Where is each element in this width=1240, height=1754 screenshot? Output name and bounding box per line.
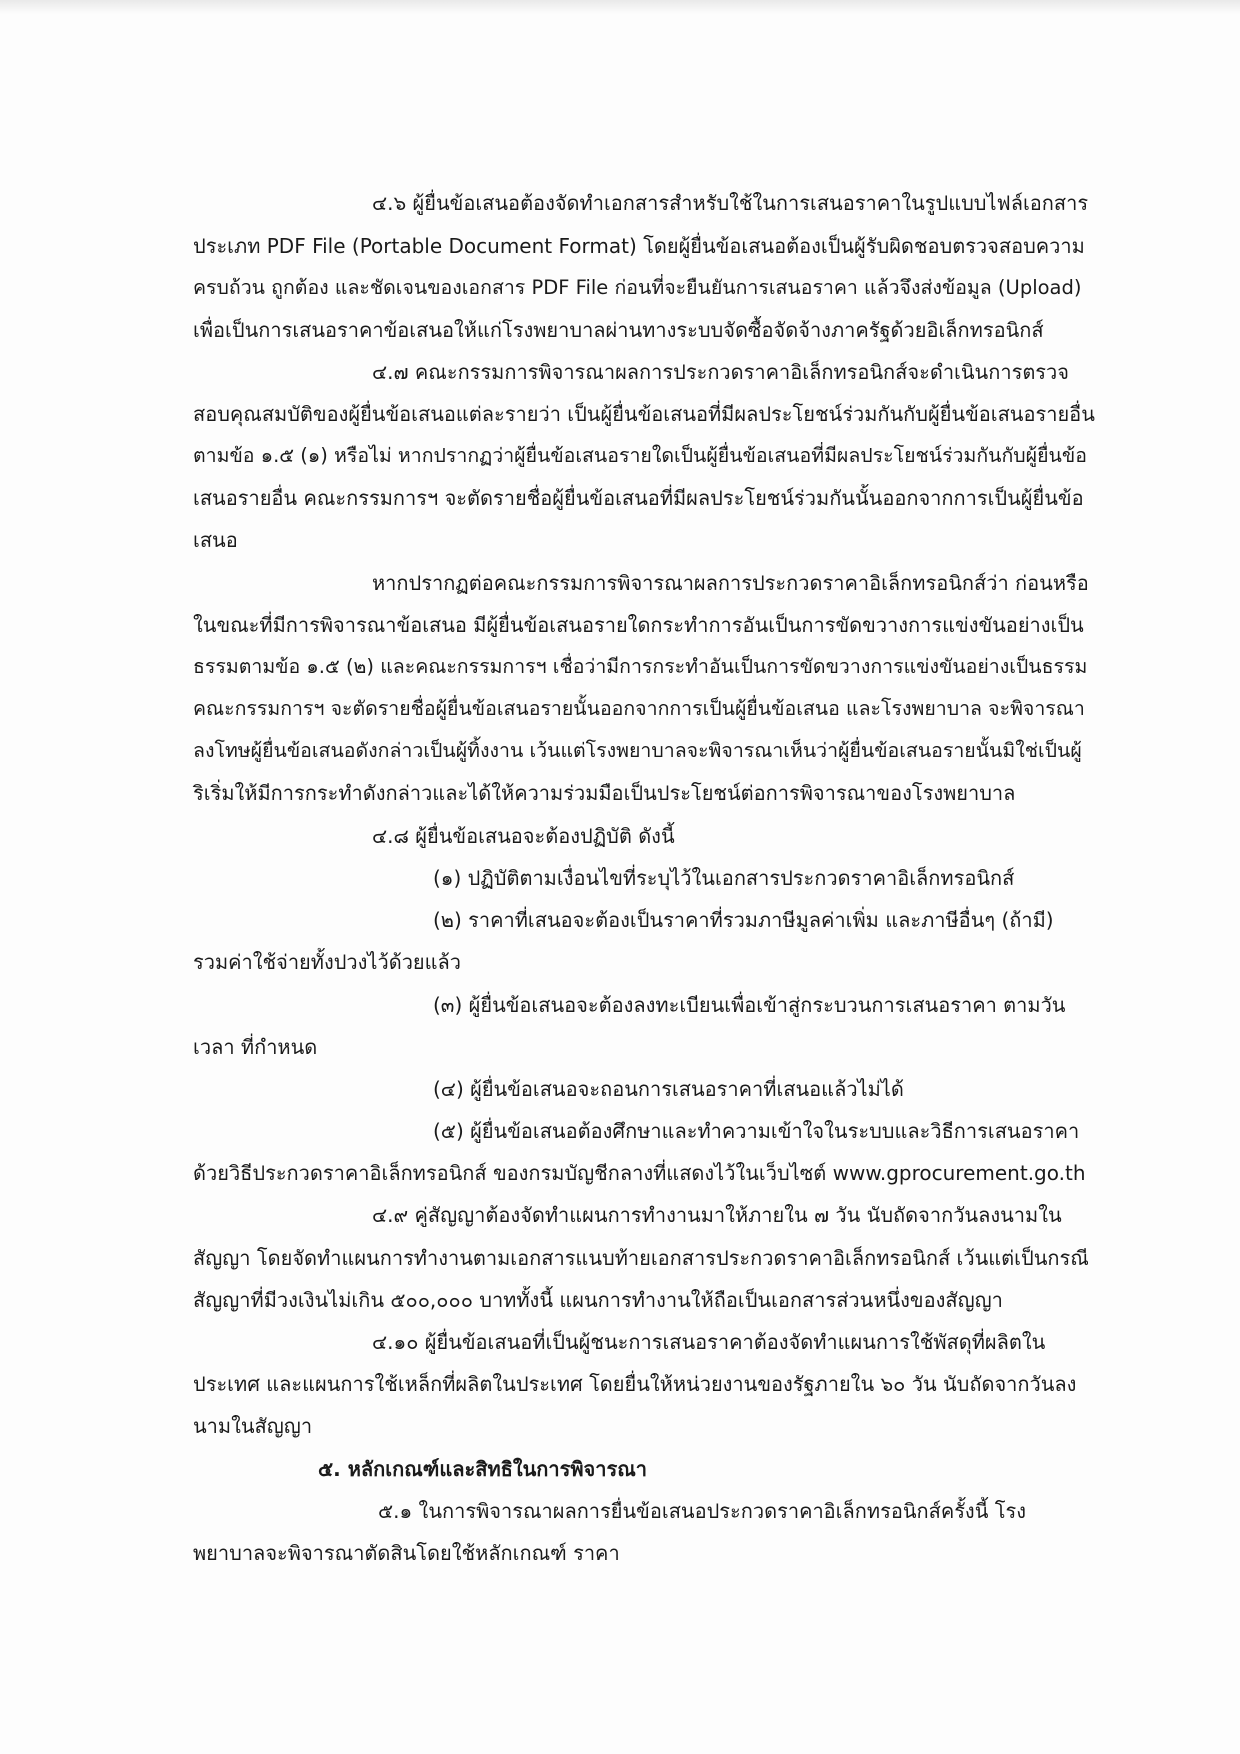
paragraph-line: คณะกรรมการฯ จะตัดรายชื่อผู้ยื่นข้อเสนอรายนั้นออกจากการเป็นผู้ยื่นข้อเสนอ และโรงพยาบาล จะพิจารณา <box>193 697 1085 720</box>
clause-4-8-line: ๔.๘ ผู้ยื่นข้อเสนอจะต้องปฏิบัติ ดังนี้ <box>372 824 675 848</box>
paragraph-line: เสนอรายอื่น คณะกรรมการฯ จะตัดรายชื่อผู้ยื่นข้อเสนอที่มีผลประโยชน์ร่วมกันนั้นออกจากการเป็นผู้ยื่นข้อ <box>193 486 1084 510</box>
paragraph-line: เวลา ที่กำหนด <box>193 1035 318 1059</box>
sub-item-3: (๓) ผู้ยื่นข้อเสนอจะต้องลงทะเบียนเพื่อเข้าสู่กระบวนการเสนอราคา ตามวัน <box>433 993 1066 1017</box>
paragraph-line: ลงโทษผู้ยื่นข้อเสนอดังกล่าวเป็นผู้ทิ้งงาน เว้นแต่โรงพยาบาลจะพิจารณาเห็นว่าผู้ยื่นข้อเสนอรายนั้นมิใช่เป็นผู้ <box>193 739 1082 762</box>
paragraph-line: พยาบาลจะพิจารณาตัดสินโดยใช้หลักเกณฑ์ ราคา <box>193 1541 620 1565</box>
clause-4-10-first-line: ๔.๑๐ ผู้ยื่นข้อเสนอที่เป็นผู้ชนะการเสนอราคาต้องจัดทำแผนการใช้พัสดุที่ผลิตใน <box>372 1330 1046 1354</box>
paragraph-line: สัญญา โดยจัดทำแผนการทำงานตามเอกสารแนบท้ายเอกสารประกวดราคาอิเล็กทรอนิกส์ เว้นแต่เป็นกรณี <box>193 1246 1089 1270</box>
sub-item-2: (๒) ราคาที่เสนอจะต้องเป็นราคาที่รวมภาษีมูลค่าเพิ่ม และภาษีอื่นๆ (ถ้ามี) <box>433 908 1054 932</box>
paragraph-line: เสนอ <box>193 528 238 552</box>
paragraph-line: ธรรมตามข้อ ๑.๕ (๒) และคณะกรรมการฯ เชื่อว่ามีการกระทำอันเป็นการขัดขวางการแข่งขันอย่างเป็นธรรม <box>193 655 1088 678</box>
clause-4-7-first-line: ๔.๗ คณะกรรมการพิจารณาผลการประกวดราคาอิเล็กทรอนิกส์จะดำเนินการตรวจ <box>372 360 1069 384</box>
sub-item-4: (๔) ผู้ยื่นข้อเสนอจะถอนการเสนอราคาที่เสนอแล้วไม่ได้ <box>433 1077 904 1101</box>
paragraph-first-line: หากปรากฏต่อคณะกรรมการพิจารณาผลการประกวดราคาอิเล็กทรอนิกส์ว่า ก่อนหรือ <box>372 571 1089 595</box>
sub-item-1: (๑) ปฏิบัติตามเงื่อนไขที่ระบุไว้ในเอกสารประกวดราคาอิเล็กทรอนิกส์ <box>433 866 1015 890</box>
paragraph-line: รวมค่าใช้จ่ายทั้งปวงไว้ด้วยแล้ว <box>193 950 462 974</box>
paragraph-line: ประเทศ และแผนการใช้เหล็กที่ผลิตในประเทศ โดยยื่นให้หน่วยงานของรัฐภายใน ๖๐ วัน นับถัดจากวันลง <box>193 1372 1077 1396</box>
paragraph-line: ด้วยวิธีประกวดราคาอิเล็กทรอนิกส์ ของกรมบัญชีกลางที่แสดงไว้ในเว็บไซต์ www.gprocurement.go.th <box>193 1161 1086 1185</box>
clause-5-1-first-line: ๕.๑ ในการพิจารณาผลการยื่นข้อเสนอประกวดราคาอิเล็กทรอนิกส์ครั้งนี้ โรง <box>378 1499 1026 1523</box>
paragraph-line: ริเริ่มให้มีการกระทำดังกล่าวและได้ให้ความร่วมมือเป็นประโยชน์ต่อการพิจารณาของโรงพยาบาล <box>193 781 1016 805</box>
section-5-heading: ๕. หลักเกณฑ์และสิทธิในการพิจารณา <box>318 1457 648 1481</box>
sub-item-5: (๕) ผู้ยื่นข้อเสนอต้องศึกษาและทำความเข้าใจในระบบและวิธีการเสนอราคา <box>433 1119 1080 1143</box>
clause-4-9-first-line: ๔.๙ คู่สัญญาต้องจัดทำแผนการทำงานมาให้ภายใน ๗ วัน นับถัดจากวันลงนามใน <box>372 1203 1062 1227</box>
paragraph-line: ในขณะที่มีการพิจารณาข้อเสนอ มีผู้ยื่นข้อเสนอรายใดกระทำการอันเป็นการขัดขวางการแข่งขันอย่างเป็น <box>193 613 1084 637</box>
clause-4-6-first-line: ๔.๖ ผู้ยื่นข้อเสนอต้องจัดทำเอกสารสำหรับใช้ในการเสนอราคาในรูปแบบไฟล์เอกสาร <box>372 191 1089 215</box>
paragraph-line: นามในสัญญา <box>193 1414 313 1438</box>
paragraph-line: สอบคุณสมบัติของผู้ยื่นข้อเสนอแต่ละรายว่า เป็นผู้ยื่นข้อเสนอที่มีผลประโยชน์ร่วมกันกับผู้ยื่นข้อเสนอรายอื่น <box>193 402 1095 426</box>
paragraph-line: ประเภท PDF File (Portable Document Format) โดยผู้ยื่นข้อเสนอต้องเป็นผู้รับผิดชอบตรวจสอบความ <box>193 234 1085 258</box>
paragraph-line: ตามข้อ ๑.๕ (๑) หรือไม่ หากปรากฏว่าผู้ยื่นข้อเสนอรายใดเป็นผู้ยื่นข้อเสนอที่มีผลประโยชน์ร่วมกันกับผู้ยื่นข้อ <box>193 444 1087 467</box>
paragraph-line: เพื่อเป็นการเสนอราคาข้อเสนอให้แก่โรงพยาบาลผ่านทางระบบจัดซื้อจัดจ้างภาครัฐด้วยอิเล็กทรอนิกส์ <box>193 318 1044 342</box>
paragraph-line: สัญญาที่มีวงเงินไม่เกิน ๕๐๐,๐๐๐ บาททั้งนี้ แผนการทำงานให้ถือเป็นเอกสารส่วนหนึ่งของสัญญา <box>193 1288 1003 1312</box>
scan-edge <box>0 0 1240 14</box>
paragraph-line: ครบถ้วน ถูกต้อง และชัดเจนของเอกสาร PDF File ก่อนที่จะยืนยันการเสนอราคา แล้วจึงส่งข้อมูล (Upload) <box>193 276 1082 299</box>
